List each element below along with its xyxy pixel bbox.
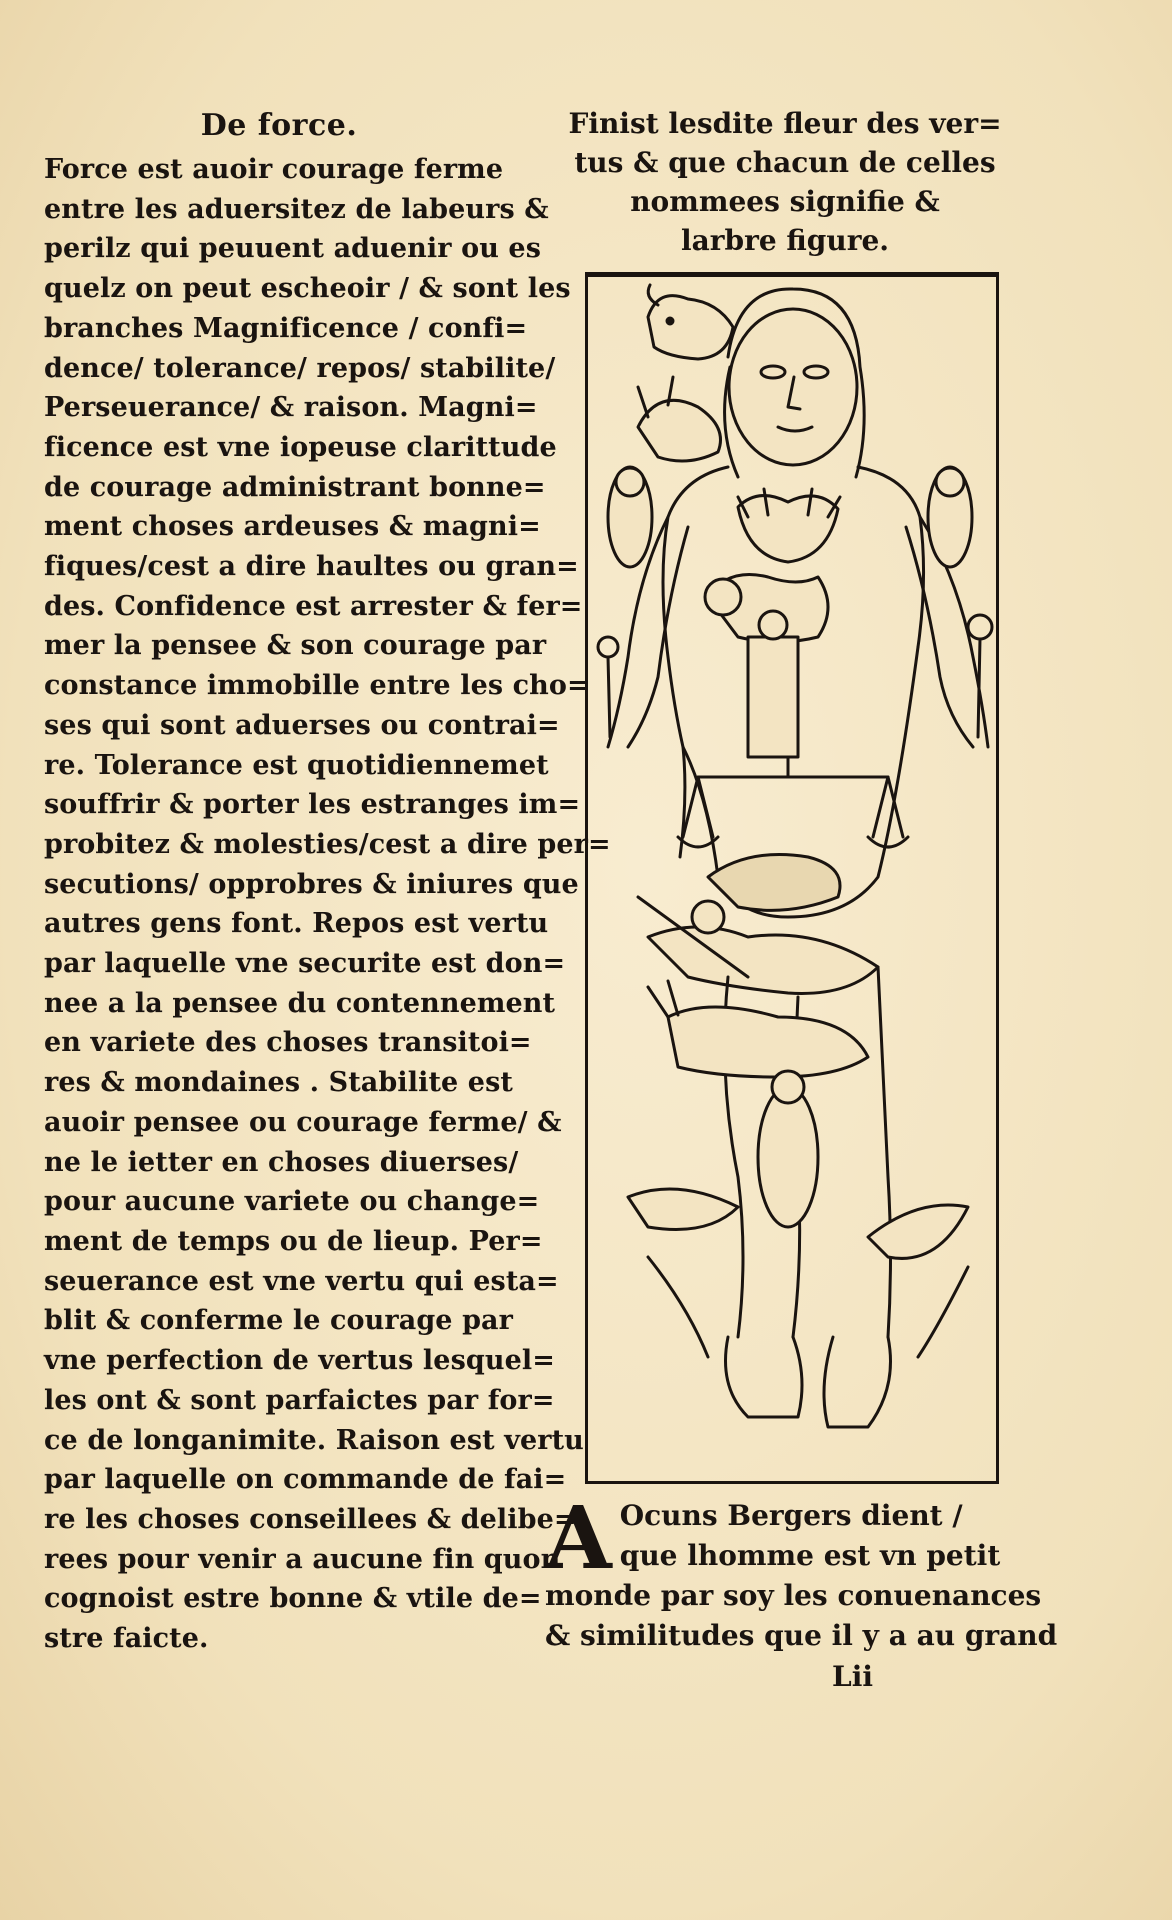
text-line: ficence est vne iopeuse clarittude xyxy=(44,431,557,463)
text-line: les ont & sont parfaictes par for= xyxy=(44,1384,555,1416)
text-line: ne le ietter en choses diuerses/ xyxy=(44,1146,519,1178)
text-line: blit & conferme le courage par xyxy=(44,1305,513,1337)
text-line: rees pour venir a aucune fin quon xyxy=(44,1543,561,1575)
text-line: autres gens font. Repos est vertu xyxy=(44,908,549,940)
caption-line: larbre figure. xyxy=(680,224,890,257)
text-line: Ocuns Bergers dient / xyxy=(619,1499,963,1532)
text-line: par laquelle vne securite est don= xyxy=(44,948,566,980)
text-line: & similitudes que il y a au grand xyxy=(545,1619,1058,1652)
text-line: entre les aduersitez de labeurs & xyxy=(44,193,549,225)
text-line: branches Magnificence / confi= xyxy=(44,312,528,344)
text-line: par laquelle on commande de fai= xyxy=(44,1464,567,1496)
text-line: stre faicte. xyxy=(44,1623,209,1655)
left-text-column xyxy=(44,106,611,1659)
text-line: pour aucune variete ou change= xyxy=(44,1186,540,1218)
text-line: perilz qui peuuent aduenir ou es xyxy=(44,233,542,265)
text-line: re. Tolerance est quotidiennemet xyxy=(44,749,549,781)
text-line: vne perfection de vertus lesquel= xyxy=(44,1345,555,1377)
text-line: nee a la pensee du contennement xyxy=(44,987,556,1019)
text-line: des. Confidence est arrester & fer= xyxy=(44,590,583,622)
text-line: secutions/ opprobres & iniures que xyxy=(44,868,579,900)
text-line: mer la pensee & son courage par xyxy=(44,630,547,662)
text-line: dence/ tolerance/ repos/ stabilite/ xyxy=(44,352,556,384)
caption-line: nommees signifie & xyxy=(630,185,940,218)
left-text-body xyxy=(44,150,611,1659)
text-line: ment de temps ou de lieup. Per= xyxy=(44,1225,543,1257)
text-line: Perseuerance/ & raison. Magni= xyxy=(44,392,538,424)
woodcut-illustration xyxy=(588,277,996,1481)
signature-mark: Lii xyxy=(832,1660,873,1693)
figure-caption xyxy=(560,104,1010,260)
text-line: ce de longanimite. Raison est vertu xyxy=(44,1424,584,1456)
text-line: quelz on peut escheoir / & sont les xyxy=(44,273,571,305)
text-line: seuerance est vne vertu qui esta= xyxy=(44,1265,559,1297)
text-line: probitez & molesties/cest a dire per= xyxy=(44,828,611,860)
text-line: cognoist estre bonne & vtile de= xyxy=(44,1583,542,1615)
text-line: auoir pensee ou courage ferme/ & xyxy=(44,1106,562,1138)
text-line: de courage administrant bonne= xyxy=(44,471,546,503)
text-line: souffrir & porter les estranges im= xyxy=(44,789,581,821)
caption-text xyxy=(560,104,1010,260)
text-line: re les choses conseillees & delibe= xyxy=(44,1503,577,1535)
text-line: Force est auoir courage ferme xyxy=(44,154,504,185)
text-line: constance immobille entre les cho= xyxy=(44,670,590,702)
lower-right-lines xyxy=(545,1488,1058,1656)
text-line: fiques/cest a dire haultes ou gran= xyxy=(44,551,579,583)
text-line: res & mondaines . Stabilite est xyxy=(44,1067,513,1099)
caption-line: tus & que chacun de celles xyxy=(574,146,996,179)
lower-right-text xyxy=(545,1488,1058,1656)
text-line: monde par soy les conuenances xyxy=(545,1579,1042,1612)
text-line: en variete des choses transitoi= xyxy=(44,1027,532,1059)
drop-cap: A xyxy=(545,1488,612,1589)
caption-line: Finist lesdite fleur des ver= xyxy=(568,107,1002,140)
text-line: ses qui sont aduerses ou contrai= xyxy=(44,709,560,741)
text-line: que lhomme est vn petit xyxy=(619,1539,1001,1572)
zodiac-man-woodcut xyxy=(585,272,999,1484)
section-heading: De force. xyxy=(200,108,358,143)
text-line: ment choses ardeuses & magni= xyxy=(44,511,541,543)
